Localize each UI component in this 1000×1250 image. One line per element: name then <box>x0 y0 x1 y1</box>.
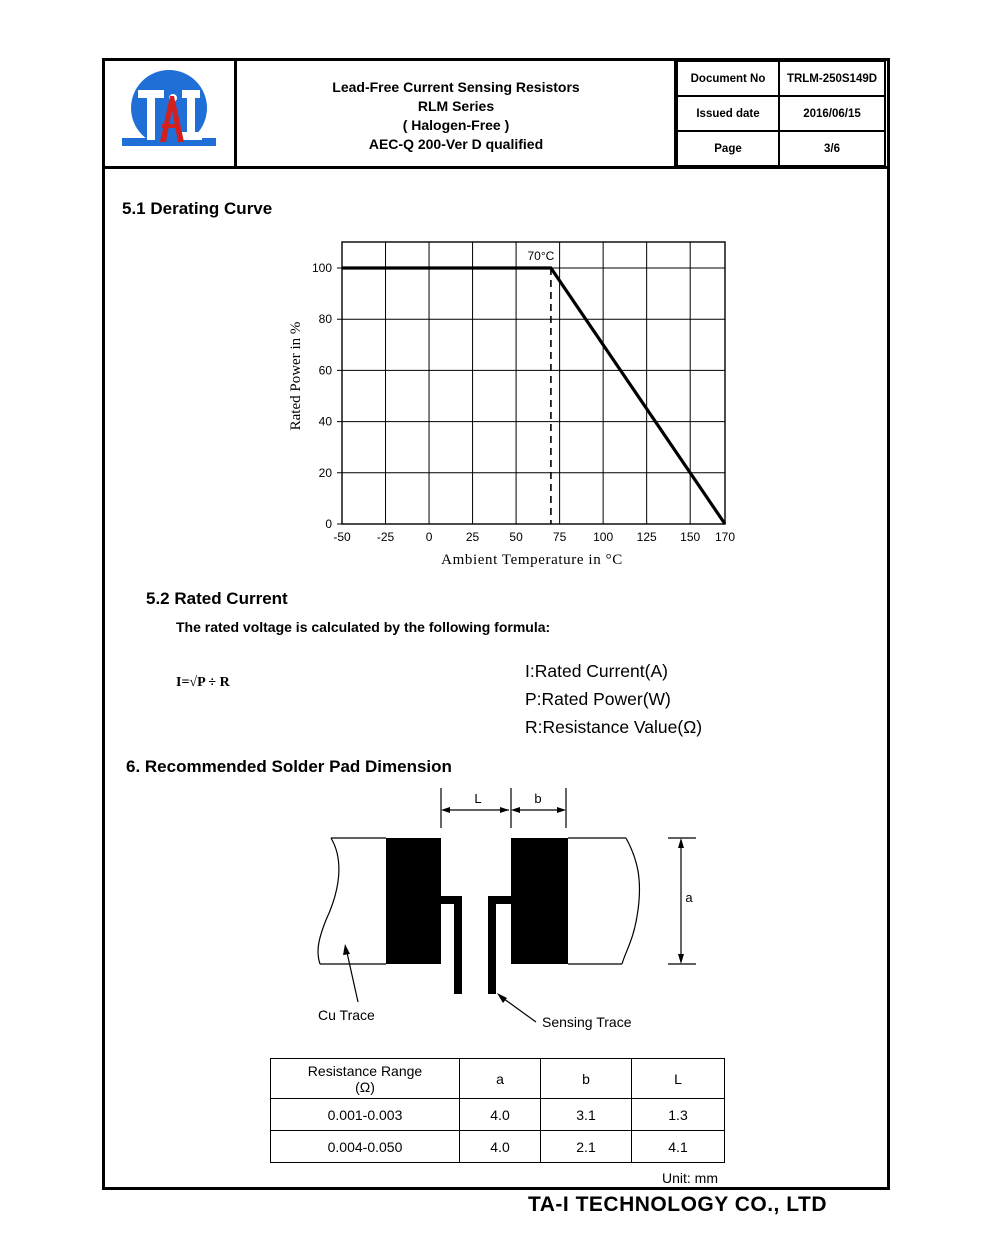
chart-x-tick-label: 0 <box>425 530 433 544</box>
chart-y-tick-label: 60 <box>318 363 332 378</box>
chart-x-tick-label: 25 <box>465 530 480 544</box>
chart-x-tick-label: -50 <box>333 530 351 544</box>
title-line-3: ( Halogen-Free ) <box>402 117 510 133</box>
chart-x-tick-label: 150 <box>680 530 701 544</box>
legend-power: P:Rated Power(W) <box>525 689 671 709</box>
rated-current-formula: I=√P ÷ R <box>176 675 230 690</box>
dim-label-b: b <box>534 791 542 806</box>
table-header-range <box>271 1059 460 1099</box>
solder-pad-dimension-table <box>270 1058 725 1163</box>
table-cell: 3.1 <box>541 1099 632 1131</box>
table-cell: 0.004-0.050 <box>271 1131 460 1163</box>
legend-resistance: R:Resistance Value(Ω) <box>525 717 703 737</box>
section-heading-derating: 5.1 Derating Curve <box>122 199 273 218</box>
chart-y-tick-label: 80 <box>318 312 332 327</box>
chart-x-tick-label: 170 <box>714 530 736 544</box>
meta-label: Document No <box>677 61 779 96</box>
table-header-L: L <box>632 1059 725 1099</box>
chart-y-tick-label: 20 <box>318 465 332 480</box>
chart-x-tick-label: -25 <box>376 530 395 544</box>
dim-label-L: L <box>474 791 482 806</box>
meta-row-page <box>677 131 885 166</box>
table-cell: 4.1 <box>632 1131 725 1163</box>
meta-label: Issued date <box>677 96 779 131</box>
table-unit-note: Unit: mm <box>662 1170 718 1186</box>
title-line-1: Lead-Free Current Sensing Resistors <box>332 79 580 95</box>
company-footer: TA-I TECHNOLOGY CO., LTD <box>528 1193 827 1216</box>
section-heading-rated-current: 5.2 Rated Current <box>146 589 288 608</box>
chart-x-tick-label: 75 <box>552 530 567 544</box>
chart-y-tick-label: 0 <box>325 517 332 531</box>
meta-value: 3/6 <box>779 131 885 166</box>
table-cell: 2.1 <box>541 1131 632 1163</box>
chart-y-tick-label: 40 <box>318 414 332 429</box>
table-row <box>271 1099 725 1131</box>
meta-value: TRLM-250S149D <box>779 61 885 96</box>
sensing-trace-label: Sensing Trace <box>542 1014 632 1030</box>
dim-label-a: a <box>685 890 693 905</box>
derating-chart <box>270 228 750 578</box>
chart-x-axis-label: Ambient Temperature in °C <box>441 552 623 568</box>
header-range-unit: (Ω) <box>355 1078 375 1095</box>
chart-x-tick-label: 50 <box>509 530 523 544</box>
cu-trace-label: Cu Trace <box>318 1007 375 1023</box>
company-logo <box>116 66 222 156</box>
meta-label: Page <box>677 131 779 166</box>
chart-annotation-label: 70°C <box>527 249 555 263</box>
chart-y-axis-label: Rated Power in % <box>288 321 304 431</box>
table-cell: 4.0 <box>460 1131 541 1163</box>
meta-row-issued-date <box>677 96 885 131</box>
title-line-2: RLM Series <box>417 98 495 114</box>
meta-value: 2016/06/15 <box>779 96 885 131</box>
table-header-b: b <box>541 1059 632 1099</box>
title-line-4: AEC-Q 200-Ver D qualified <box>368 136 544 152</box>
solder-pad-diagram <box>300 780 720 1040</box>
chart-x-tick-label: 100 <box>593 530 614 544</box>
table-header-a: a <box>460 1059 541 1099</box>
chart-x-tick-label: 125 <box>636 530 657 544</box>
chart-series-line <box>342 268 725 524</box>
header-title <box>236 78 676 154</box>
table-cell: 4.0 <box>460 1099 541 1131</box>
meta-row-document-no <box>677 61 885 96</box>
table-cell: 1.3 <box>632 1099 725 1131</box>
table-cell: 0.001-0.003 <box>271 1099 460 1131</box>
formula-intro: The rated voltage is calculated by the following formula: <box>176 619 551 635</box>
document-meta-table <box>676 60 886 167</box>
table-row <box>271 1131 725 1163</box>
section-heading-solder-pad: 6. Recommended Solder Pad Dimension <box>126 757 452 776</box>
legend-current: I:Rated Current(A) <box>525 661 668 681</box>
chart-y-tick-label: 100 <box>311 261 332 275</box>
table-header-row <box>271 1059 725 1099</box>
chart-plot-border <box>342 242 725 524</box>
header-range-label: Resistance Range <box>307 1062 423 1079</box>
